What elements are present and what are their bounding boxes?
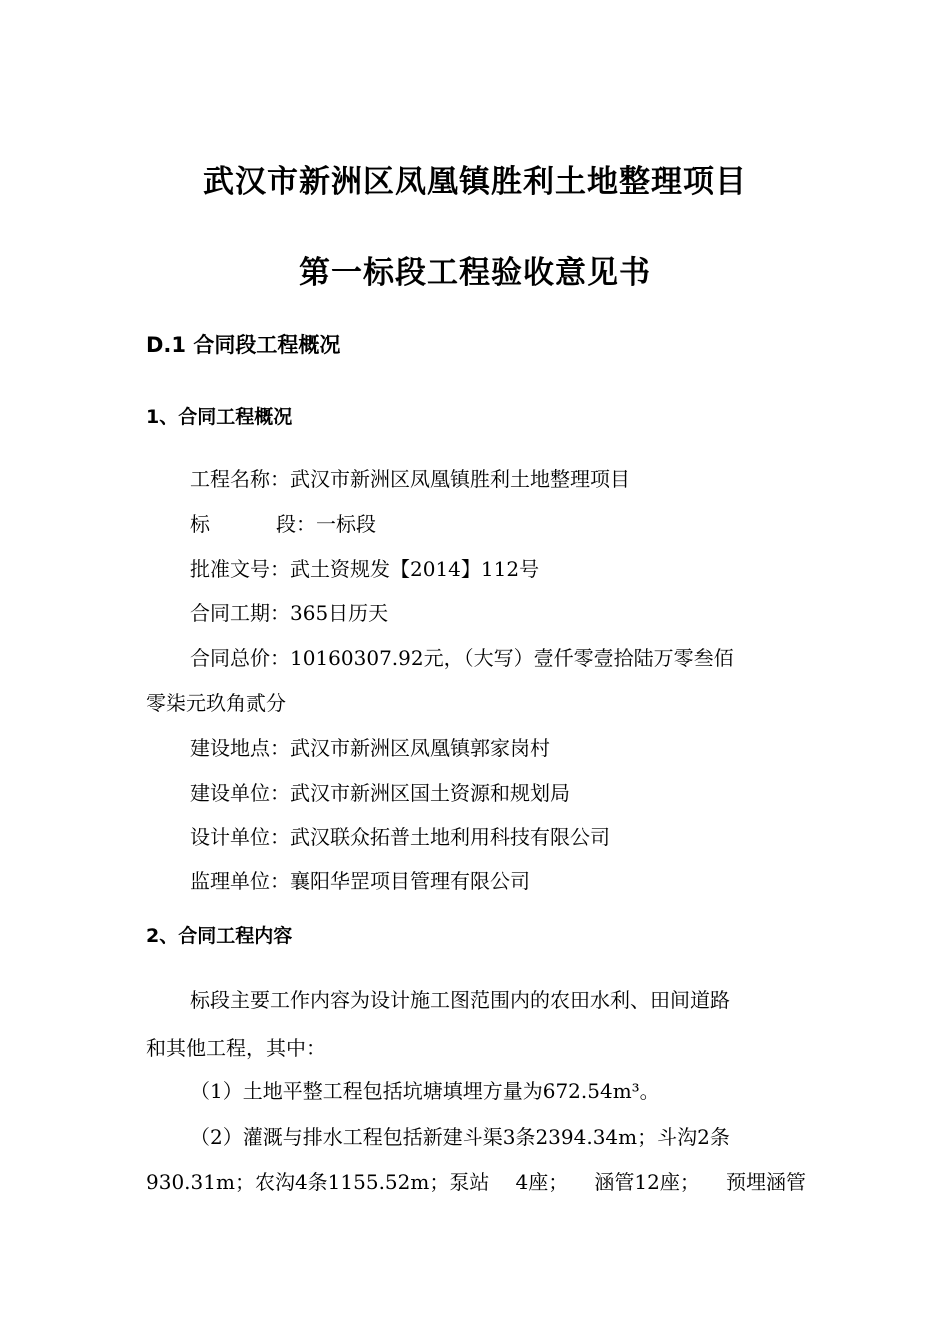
content-item2-part1: 930.31m；农沟4条1155.52m；泵站 xyxy=(146,1170,490,1194)
project-name-line: 工程名称：武汉市新洲区凤凰镇胜利土地整理项目 xyxy=(190,467,630,491)
section-value: ：一标段 xyxy=(296,512,376,536)
subsection-heading-contract-overview: 1、合同工程概况 xyxy=(146,406,293,428)
content-item2-part3: 涵管12座； xyxy=(594,1170,700,1194)
content-item2-part2: 4座； xyxy=(515,1170,569,1194)
section-line xyxy=(190,510,376,538)
document-title-line2: 第一标段工程验收意见书 xyxy=(299,255,651,291)
section-label xyxy=(190,510,296,538)
total-price-line1: 合同总价：10160307.92元，（大写）壹仟零壹拾陆万零叁佰 xyxy=(190,646,734,670)
contract-duration-line: 合同工期：365日历天 xyxy=(190,601,389,625)
content-item1: （1）土地平整工程包括坑塘填埋方量为672.54m³。 xyxy=(190,1079,660,1103)
approval-number-line: 批准文号：武土资规发【2014】112号 xyxy=(190,557,540,581)
content-item2-line2 xyxy=(146,1168,806,1196)
designer-line: 设计单位：武汉联众拓普土地利用科技有限公司 xyxy=(190,825,610,849)
supervisor-line: 监理单位：襄阳华罡项目管理有限公司 xyxy=(190,869,530,893)
section-label-char1: 标 xyxy=(190,512,210,536)
total-price-line2: 零柒元玖角贰分 xyxy=(146,691,286,715)
content-item2-line1: （2）灌溉与排水工程包括新建斗渠3条2394.34m；斗沟2条 xyxy=(190,1125,730,1149)
location-line: 建设地点：武汉市新洲区凤凰镇郭家岗村 xyxy=(190,736,550,760)
owner-line: 建设单位：武汉市新洲区国土资源和规划局 xyxy=(190,781,570,805)
section-label-char2: 段 xyxy=(276,512,296,536)
content-intro-line2: 和其他工程，其中： xyxy=(146,1036,326,1060)
content-item2-part4: 预埋涵管 xyxy=(726,1170,806,1194)
content-intro-line1: 标段主要工作内容为设计施工图范围内的农田水利、田间道路 xyxy=(190,988,730,1012)
document-title-line1: 武汉市新洲区凤凰镇胜利土地整理项目 xyxy=(203,164,747,200)
subsection-heading-contract-content: 2、合同工程内容 xyxy=(146,925,293,947)
section-heading-d1: D.1 合同段工程概况 xyxy=(146,333,341,357)
